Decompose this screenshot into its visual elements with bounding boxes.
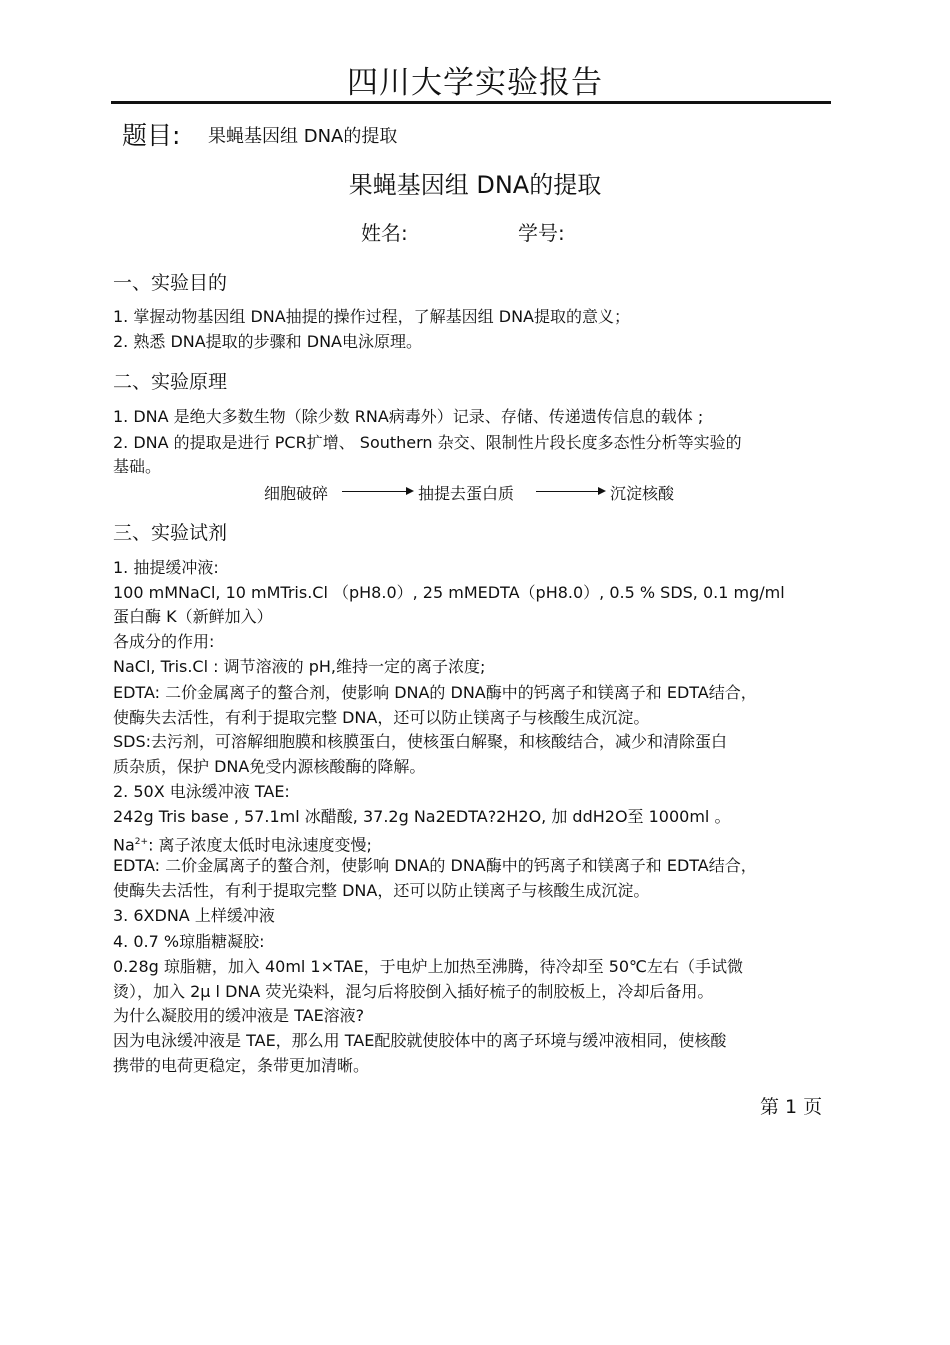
flow-step-precipitation: 沉淀核酸 [610,484,675,503]
text-line: 各成分的作用: [113,632,215,651]
text-line: 1. 抽提缓冲液: [113,558,219,577]
na-ion-charge: 2+ [134,837,149,847]
text-line: 因为电泳缓冲液是 TAE，那么用 TAE配胶就使胶体中的离子环境与缓冲液相同，使核酸 [113,1031,727,1050]
text-line: 100 mMNaCl, 10 mMTris.Cl （pH8.0）, 25 mMEDTA（pH8.0）, 0.5 % SDS, 0.1 mg/ml [113,583,785,602]
text-line: 0.28g 琼脂糖，加入 40ml 1×TAE，于电炉上加热至沸腾，待冷却至 50℃左右（手试微 [113,957,744,976]
flow-step-protein-removal: 抽提去蛋白质 [418,484,515,503]
text-line: NaCl, Tris.Cl : 调节溶液的 pH,维持一定的离子浓度; [113,657,486,676]
flow-arrow-icon [342,491,412,492]
text-line: 1. DNA 是绝大多数生物（除少数 RNA病毒外）记录、存储、传递遗传信息的载体 ; [113,407,704,426]
text-line: 2. DNA 的提取是进行 PCR扩增、 Southern 杂交、限制性片段长度多态性分析等实验的 [113,433,742,452]
topic-value: 果蝇基因组 DNA的提取 [208,126,398,147]
text-line: EDTA: 二价金属离子的螯合剂，使影响 DNA的 DNA酶中的钙离子和镁离子和 EDTA结合， [113,856,757,875]
section-heading-reagents: 三、实验试剂 [113,522,228,544]
text-line: 242g Tris base , 57.1ml 冰醋酸, 37.2g Na2EDTA?2H2O, 加 ddH2O至 1000ml 。 [113,807,731,826]
flow-arrow-icon [536,491,604,492]
text-line: 使酶失去活性，有利于提取完整 DNA，还可以防止镁离子与核酸生成沉淀。 [113,708,650,727]
text-line: 蛋白酶 K（新鲜加入） [113,607,273,626]
report-title: 四川大学实验报告 [347,65,603,101]
text-line: SDS:去污剂，可溶解细胞膜和核膜蛋白，使核蛋白解聚，和核酸结合，减少和清除蛋白 [113,732,728,751]
text-line: 2. 50X 电泳缓冲液 TAE: [113,782,290,801]
text-line: EDTA: 二价金属离子的螯合剂，使影响 DNA的 DNA酶中的钙离子和镁离子和 EDTA结合， [113,683,757,702]
text-line: 基础。 [113,457,162,476]
text-line: 4. 0.7 %琼脂糖凝胶: [113,932,265,951]
text-line: 1. 掌握动物基因组 DNA抽提的操作过程，了解基因组 DNA提取的意义； [113,307,630,326]
title-rule [111,101,831,104]
student-id-label: 学号: [518,221,565,245]
experiment-title: 果蝇基因组 DNA的提取 [348,171,602,199]
text-line: 3. 6XDNA 上样缓冲液 [113,906,275,925]
text-line: 为什么凝胶用的缓冲液是 TAE溶液? [113,1006,365,1025]
na-ion-line [113,832,372,855]
section-heading-principle: 二、实验原理 [113,371,228,393]
text-line: 2. 熟悉 DNA提取的步骤和 DNA电泳原理。 [113,332,422,351]
text-line: 携带的电荷更稳定，条带更加清晰。 [113,1056,370,1075]
page-number: 第 1 页 [760,1096,823,1118]
topic-label: 题目: [122,121,181,150]
name-label: 姓名: [361,221,408,245]
text-line: 烫），加入 2μ l DNA 荧光染料，混匀后将胶倒入插好梳子的制胶板上，冷却后备用。 [113,982,714,1001]
section-heading-purpose: 一、实验目的 [113,272,228,294]
na-ion-symbol: Na [113,835,135,855]
na-ion-description: : 离子浓度太低时电泳速度变慢; [148,835,372,855]
text-line: 质杂质，保护 DNA免受内源核酸酶的降解。 [113,757,426,776]
text-line: 使酶失去活性，有利于提取完整 DNA，还可以防止镁离子与核酸生成沉淀。 [113,881,650,900]
flow-step-cell-lysis: 细胞破碎 [264,484,329,503]
